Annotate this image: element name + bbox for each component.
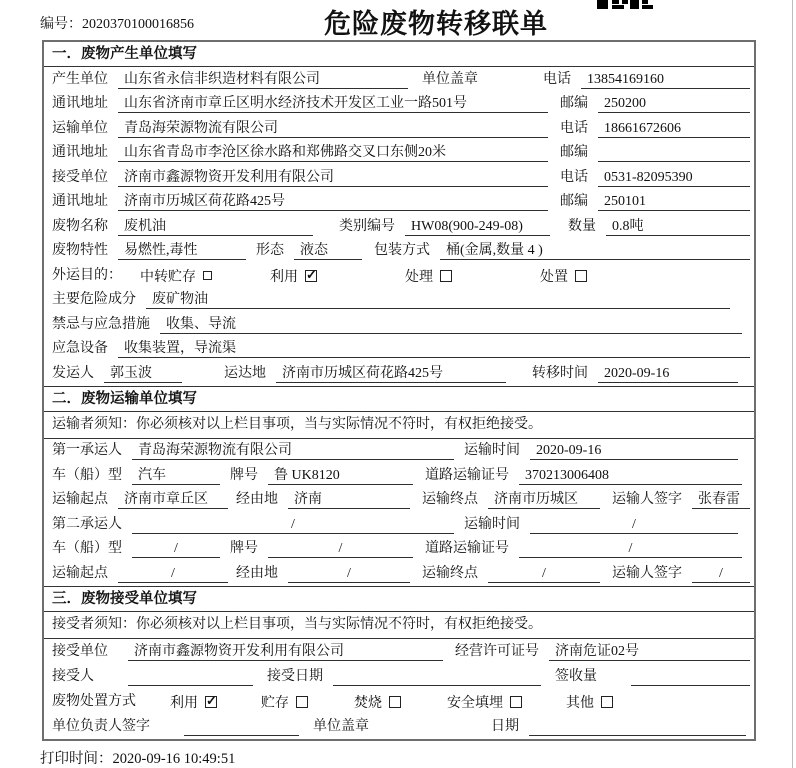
route-end-label: 运输终点 [422,492,478,507]
option-label: 处理 [405,269,433,285]
section-transporter-title: 二．废物运输单位填写 [44,387,754,412]
row-shipper [44,361,754,386]
transport-time-2-value: / [530,516,738,534]
row-producer-unit [44,67,754,92]
transport-time-label: 运输时间 [464,443,520,458]
emergency-equipment-label: 应急设备 [52,341,108,356]
form-state-label: 形态 [256,243,284,258]
route-end-2-value: / [488,565,600,583]
option-incinerate [354,693,401,711]
receiver-address-value: 济南市历城区荷花路425号 [118,193,548,211]
checkbox-treat-icon [440,270,452,282]
address-label: 通讯地址 [52,145,108,160]
address-label: 通讯地址 [52,194,108,209]
option-utilize [270,267,317,285]
packaging-label: 包装方式 [374,243,430,258]
packaging-value: 桶(金属,数量 4 ) [440,242,750,260]
row-waste-name [44,214,754,239]
date-value [529,718,746,736]
carrier-signature-value: 张春雷 [692,491,750,509]
option-storage [261,693,308,711]
shipper-value: 郭玉波 [104,365,182,383]
unit-seal-label: 单位盖章 [422,71,478,87]
transport-time-value: 2020-09-16 [530,442,738,460]
row-route [44,488,754,513]
license-value: 济南危证02号 [549,643,750,661]
zip-label: 邮编 [560,96,588,111]
row-emergency-equipment [44,337,754,362]
option-other [566,693,613,711]
checkbox-utilize-2-icon [205,696,217,708]
phone-label: 电话 [543,71,571,87]
via-2-value: / [288,565,410,583]
transfer-purpose-label: 外运目的： [52,267,122,283]
option-label: 焚烧 [354,695,382,711]
checkbox-transit-storage-icon [203,271,212,280]
receiver-phone-value: 0531-82095390 [598,169,750,187]
transfer-date-label: 转移时间 [532,365,588,381]
qr-code-partial-icon [597,0,655,9]
category-code-label: 类别编号 [339,218,395,234]
option-label: 中转贮存 [140,269,196,285]
doc-number [40,13,194,33]
second-carrier-value: / [132,516,454,534]
accept-unit-label: 接受单位 [52,643,108,659]
waste-traits-value: 易燃性,毒性 [118,242,246,260]
waste-name-label: 废物名称 [52,218,108,234]
transport-zip-value [598,144,750,162]
receiver-zip-value: 250101 [598,193,750,211]
accept-date-value [333,668,541,686]
row-vehicle [44,463,754,488]
option-utilize [170,693,217,711]
via-value: 济南 [288,491,410,509]
route-start-label: 运输起点 [52,565,108,581]
vehicle-type-label: 车（船）型 [52,541,122,556]
address-label: 通讯地址 [52,96,108,111]
page-title: 危险废物转移联单 [324,9,548,39]
road-permit-label: 道路运输证号 [425,541,509,556]
receiver-unit-label: 接受单位 [52,169,108,185]
producer-zip-value: 250200 [598,95,750,113]
section-receiver-title: 三．废物接受单位填写 [44,587,754,612]
phone-label: 电话 [560,120,588,136]
checkbox-incinerate-icon [389,696,401,708]
option-label: 利用 [270,269,298,285]
option-label: 其他 [566,695,594,711]
disposal-method-label: 废物处置方式 [52,693,136,709]
receiver-unit-value: 济南市鑫源物资开发利用有限公司 [118,169,548,187]
quantity-label: 数量 [568,218,596,234]
row-accept-unit [44,639,754,664]
second-carrier-label: 第二承运人 [52,516,122,532]
checkbox-utilize-icon [305,270,317,282]
phone-label: 电话 [560,169,588,185]
responsible-signature-label: 单位负责人签字 [52,718,150,734]
waste-traits-label: 废物特性 [52,243,108,258]
row-signatures [44,714,754,739]
road-permit-2-value: / [519,540,742,558]
transport-address-value: 山东省青岛市李沧区徐水路和郑佛路交叉口东侧20米 [118,144,548,162]
license-label: 经营许可证号 [455,643,539,659]
row-second-carrier [44,512,754,537]
print-time-label: 打印时间： [40,751,113,767]
signed-quantity-value [631,668,750,686]
row-disposal-method [44,689,754,714]
page-edge-line [792,0,793,768]
option-label: 贮存 [261,695,289,711]
waste-name-value: 废机油 [118,218,313,236]
signed-quantity-label: 签收量 [555,668,597,684]
hazard-components-value: 废矿物油 [146,291,730,309]
producer-unit-value: 山东省永信非织造材料有限公司 [118,71,408,89]
option-landfill [447,693,522,711]
plate-label: 牌号 [230,467,258,483]
carrier-signature-label: 运输人签字 [612,565,682,581]
via-label: 经由地 [236,565,278,581]
row-waste-traits [44,239,754,264]
responsible-signature-value [184,718,299,736]
acceptor-label: 接受人 [52,668,94,684]
carrier-signature-2-value: / [692,565,750,583]
vehicle-type-label: 车（船）型 [52,467,122,483]
route-start-value: 济南市章丘区 [118,491,228,509]
section-producer [44,42,754,386]
checkbox-landfill-icon [510,696,522,708]
manifest-form [42,40,756,741]
carrier-signature-label: 运输人签字 [612,492,682,507]
row-acceptor [44,664,754,689]
row-receiver-unit [44,165,754,190]
plate-2-value: / [268,540,413,558]
zip-label: 邮编 [560,145,588,160]
row-first-carrier [44,439,754,464]
route-end-label: 运输终点 [422,565,478,581]
producer-phone-value: 13854169160 [581,71,750,89]
row-transfer-purpose [44,263,754,288]
transport-unit-value: 青岛海荣源物流有限公司 [118,120,548,138]
option-treat [405,267,452,285]
destination-value: 济南市历城区荷花路425号 [276,365,506,383]
road-permit-label: 道路运输证号 [425,467,509,483]
row-receiver-address [44,190,754,215]
transfer-date-value: 2020-09-16 [598,365,738,383]
section-receiver [44,586,754,739]
emergency-equipment-value: 收集装置，导流渠 [118,340,750,358]
first-carrier-label: 第一承运人 [52,443,122,458]
row-emergency-measures [44,312,754,337]
hazard-components-label: 主要危险成分 [52,292,136,307]
shipper-label: 发运人 [52,365,94,381]
acceptor-value [128,668,253,686]
plate-label: 牌号 [230,541,258,556]
section-producer-title: 一．废物产生单位填写 [44,42,754,67]
transport-time-label: 运输时间 [464,516,520,532]
checkbox-other-icon [601,696,613,708]
plate-value: 鲁 UK8120 [268,467,413,485]
doc-number-label: 编号： [40,17,82,32]
print-time [40,747,235,768]
option-transit-storage [140,267,212,285]
transport-unit-label: 运输单位 [52,120,108,136]
option-dispose [540,267,587,285]
doc-number-value: 2020370100016856 [82,17,194,32]
receiver-notice: 接受者须知：你必须核对以上栏目事项，当与实际情况不符时，有权拒绝接受。 [44,612,754,639]
destination-label: 运达地 [224,365,266,381]
accept-date-label: 接受日期 [267,668,323,684]
option-label: 利用 [170,695,198,711]
checkbox-storage-icon [296,696,308,708]
option-label: 处置 [540,269,568,285]
producer-address-value: 山东省济南市章丘区明水经济技术开发区工业一路501号 [118,95,548,113]
via-label: 经由地 [236,492,278,507]
vehicle-type-value: 汽车 [132,467,220,485]
producer-unit-label: 产生单位 [52,71,108,87]
category-code-value: HW08(900-249-08) [405,218,550,236]
route-end-value: 济南市历城区 [488,491,600,509]
row-hazard-components [44,288,754,313]
quantity-value: 0.8吨 [606,218,750,236]
form-state-value: 液态 [294,242,362,260]
print-time-value: 2020-09-16 10:49:51 [112,751,236,767]
row-vehicle-2 [44,537,754,562]
route-start-label: 运输起点 [52,492,108,507]
date-label: 日期 [491,718,519,734]
transporter-notice: 运输者须知：你必须核对以上栏目事项，当与实际情况不符时，有权拒绝接受。 [44,412,754,439]
row-route-2 [44,561,754,586]
road-permit-value: 370213006408 [519,467,742,485]
row-transport-address [44,141,754,166]
emergency-measures-value: 收集、导流 [160,316,742,334]
unit-seal-label: 单位盖章 [313,718,369,734]
row-producer-address [44,92,754,117]
accept-unit-value: 济南市鑫源物资开发利用有限公司 [128,643,443,661]
row-transport-unit [44,116,754,141]
vehicle-type-2-value: / [132,540,220,558]
emergency-measures-label: 禁忌与应急措施 [52,316,150,332]
option-label: 安全填埋 [447,695,503,711]
first-carrier-value: 青岛海荣源物流有限公司 [132,442,454,460]
zip-label: 邮编 [560,194,588,209]
transport-phone-value: 18661672606 [598,120,750,138]
route-start-2-value: / [118,565,228,583]
section-transporter [44,386,754,586]
checkbox-dispose-icon [575,270,587,282]
